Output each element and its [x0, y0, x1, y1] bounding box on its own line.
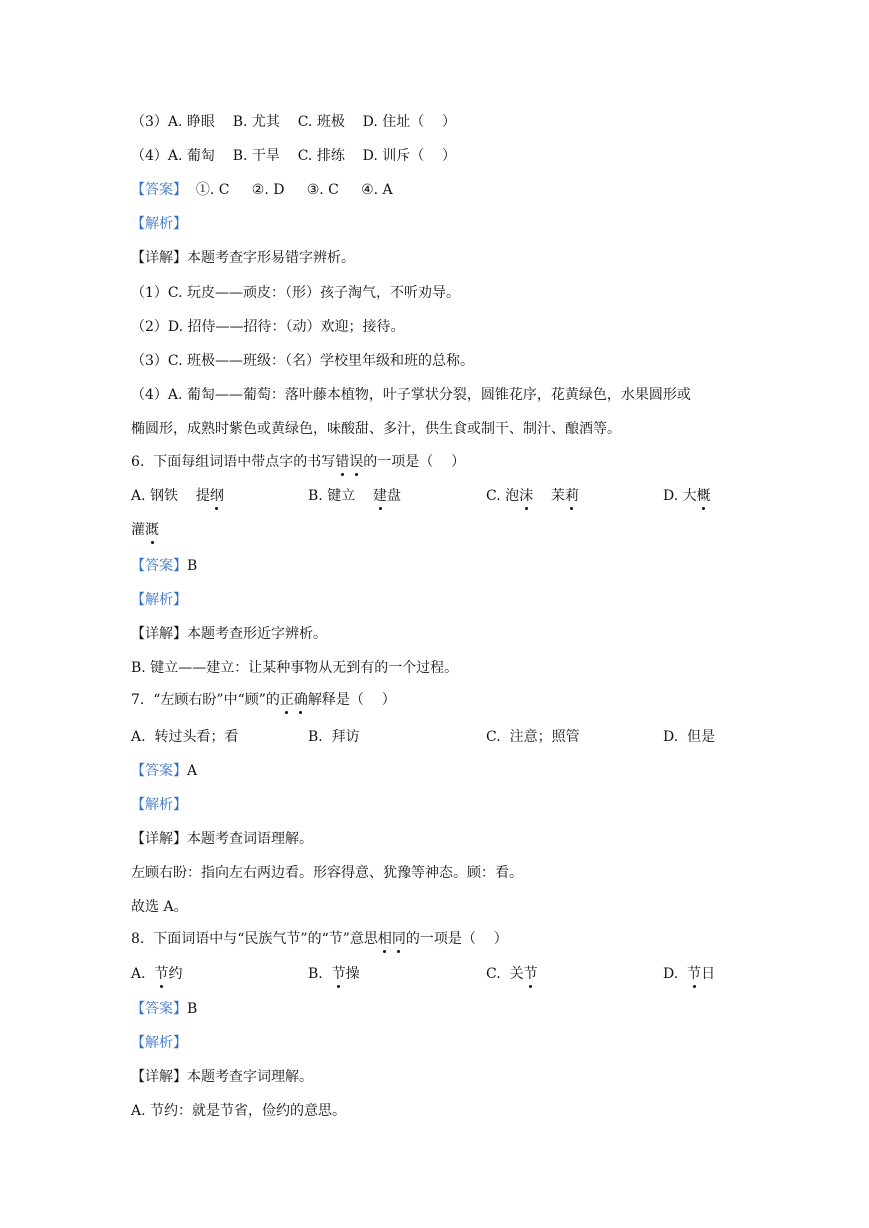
q8-option-a	[131, 965, 182, 983]
answer-label: 【答案】	[131, 558, 187, 574]
option-text: 铁 提	[164, 488, 210, 504]
option-text: 钢	[150, 488, 165, 504]
answer-label: 【答案】	[131, 763, 187, 779]
option-text: 操	[345, 966, 360, 982]
option-letter: B.	[308, 966, 332, 982]
q6-explain: B. 键立——建立：让某种事物从无到有的一个过程。	[131, 660, 459, 676]
dotted-char: 节	[687, 966, 702, 982]
q7-detail: 【详解】本题考查词语理解。	[131, 831, 313, 847]
q7-stem-text: 解释是（ ）	[307, 692, 396, 708]
q7-stem-text: 7. “左顾右盼”中“顾”的	[131, 692, 280, 708]
option-letter: A.	[131, 966, 155, 982]
q7-conclusion: 故选 A。	[131, 899, 188, 915]
option-text: 大	[682, 488, 697, 504]
answer-value: B	[187, 1001, 198, 1017]
q8-detail: 【详解】本题考查字词理解。	[131, 1069, 313, 1085]
dotted-char: 节	[523, 966, 538, 982]
q7-option-a: A. 转过头看；看	[131, 729, 239, 745]
q8-option-d	[663, 965, 715, 983]
answer-value: A	[187, 763, 198, 779]
q6-option-c	[486, 487, 579, 505]
q8-stem-text: 的一项是（ ）	[405, 931, 508, 947]
option-text: 约	[168, 966, 183, 982]
q5-answer	[131, 181, 393, 199]
q6-option-a	[131, 487, 224, 505]
q5-item-3: （3）A. 睁眼 B. 尤其 C. 班极 D. 住址（ ）	[131, 114, 457, 130]
option-text: 日	[701, 966, 716, 982]
q6-option-d-cont	[131, 521, 159, 539]
option-text: 灌	[131, 522, 145, 538]
q5-explain-2: （2）D. 招侍——招待：（动）欢迎；接待。	[131, 319, 405, 335]
q6-answer	[131, 557, 197, 575]
q8-explain: A. 节约：就是节省，俭约的意思。	[131, 1103, 347, 1119]
q5-explain-3: （3）C. 班极——班级：（名）学校里年级和班的总称。	[131, 353, 475, 369]
q8-option-b	[308, 965, 360, 983]
dotted-char: 误	[349, 454, 364, 470]
option-text: 键	[327, 488, 342, 504]
option-letter: B.	[308, 488, 328, 504]
option-text: 茉	[533, 488, 565, 504]
q8-stem	[131, 930, 508, 948]
q5-detail: 【详解】本题考查字形易错字辨析。	[131, 250, 355, 266]
dotted-char: 沫	[519, 488, 534, 504]
answer-label: 【答案】	[131, 1001, 187, 1017]
dotted-char: 确	[293, 692, 308, 708]
dotted-char: 同	[391, 931, 406, 947]
dotted-char: 建	[373, 488, 388, 504]
q6-option-b	[308, 487, 401, 505]
q8-answer	[131, 1000, 197, 1018]
q6-detail: 【详解】本题考查形近字辨析。	[131, 626, 327, 642]
q6-stem	[131, 453, 465, 471]
dotted-char: 莉	[564, 488, 579, 504]
dotted-char: 溉	[145, 522, 159, 538]
q7-option-b: B. 拜访	[308, 729, 360, 745]
q8-option-c	[486, 965, 538, 983]
q5-explain-4a: （4）A. 葡匋——葡萄：落叶藤本植物，叶子掌状分裂，圆锥花序，花黄绿色，水果圆形或	[131, 387, 691, 403]
option-text: 盘	[387, 488, 402, 504]
option-text: 泡	[505, 488, 520, 504]
dotted-char: 相	[377, 931, 392, 947]
q7-explain: 左顾右盼：指向左右两边看。形容得意、犹豫等神态。顾：看。	[131, 865, 523, 881]
q7-option-d: D. 但是	[663, 729, 716, 745]
option-text: C. 关	[486, 966, 524, 982]
q7-option-c: C. 注意；照管	[486, 729, 580, 745]
dotted-char: 概	[696, 488, 711, 504]
answer-value: ①. C ②. D ③. C ④. A	[187, 182, 393, 198]
dotted-char: 节	[331, 966, 346, 982]
q7-answer	[131, 762, 197, 780]
answer-value: B	[187, 558, 198, 574]
q6-stem-text: 6. 下面每组词语中带点字的书写	[131, 454, 336, 470]
q5-analysis-label: 【解析】	[131, 216, 187, 232]
option-letter: A.	[131, 488, 151, 504]
option-letter: D.	[663, 488, 683, 504]
answer-label: 【答案】	[131, 182, 187, 198]
q6-stem-text: 的一项是（ ）	[363, 454, 466, 470]
dotted-char: 错	[335, 454, 350, 470]
q7-stem	[131, 691, 396, 709]
option-text: 立	[341, 488, 374, 504]
option-letter: D.	[663, 966, 688, 982]
dotted-char: 节	[154, 966, 169, 982]
q6-analysis-label: 【解析】	[131, 592, 187, 608]
q7-analysis-label: 【解析】	[131, 797, 187, 813]
q8-analysis-label: 【解析】	[131, 1035, 187, 1051]
q5-explain-4b: 椭圆形，成熟时紫色或黄绿色，味酸甜、多汁，供生食或制干、制汁、酿酒等。	[131, 421, 621, 437]
q5-item-4: （4）A. 葡匋 B. 干旱 C. 排练 D. 训斥（ ）	[131, 148, 457, 164]
dotted-char: 正	[279, 692, 294, 708]
q6-option-d	[663, 487, 711, 505]
dotted-char: 纲	[209, 488, 224, 504]
q5-explain-1: （1）C. 玩皮——顽皮：（形）孩子淘气，不听劝导。	[131, 285, 461, 301]
option-letter: C.	[486, 488, 506, 504]
q8-stem-text: 8. 下面词语中与“民族气节”的“节”意思	[131, 931, 378, 947]
